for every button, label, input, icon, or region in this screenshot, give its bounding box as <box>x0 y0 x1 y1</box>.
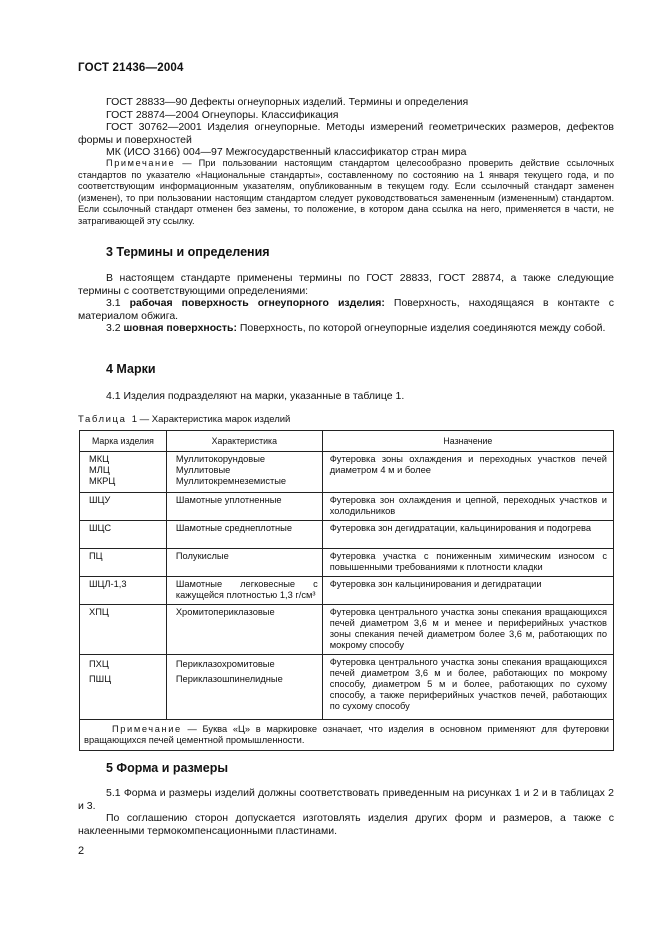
purpose-cell: Футеровка зон охлаждения и цепной, переходных участков и холодильников <box>322 493 613 521</box>
term-3-2 <box>78 322 614 335</box>
mark-cell: ШЦС <box>80 521 167 549</box>
table-row <box>80 521 614 549</box>
term-name: шовная поверхность: <box>123 322 237 334</box>
characteristic-cell: Периклазохромитовые Периклазошпинелидные <box>166 655 322 720</box>
table-row <box>80 605 614 655</box>
term-number: 3.2 <box>106 322 121 334</box>
characteristic-cell: Хромитопериклазовые <box>166 605 322 655</box>
term-number: 3.1 <box>106 297 121 309</box>
term-definition: Поверхность, по которой огнеупорные изделия соединяются между собой. <box>236 322 606 334</box>
table-caption-label: Таблица <box>78 414 127 425</box>
characteristic-cell: Полукислые <box>166 549 322 577</box>
purpose-cell: Футеровка участка с пониженным химическим износом с повышенными требованиями к плотности кладки <box>322 549 613 577</box>
purpose-cell: Футеровка зоны охлаждения и переходных участков печей диаметром 4 м и более <box>322 452 613 493</box>
purpose-cell: Футеровка зон дегидратации, кальцинирования и подогрева <box>322 521 613 549</box>
section-5-paragraph: По соглашению сторон допускается изготовлять изделия других форм и размеров, а также с наклеенными термокомпенсационными пластинами. <box>78 812 614 837</box>
reference-item: ГОСТ 28833—90 Дефекты огнеупорных изделий. Термины и определения <box>106 96 469 108</box>
table-row <box>80 452 614 493</box>
section-4-paragraph: 4.1 Изделия подразделяют на марки, указанные в таблице 1. <box>106 390 405 402</box>
table-note-label: Примечание <box>112 724 182 734</box>
term-3-1 <box>78 297 614 322</box>
characteristic-cell: Шамотные среднеплотные <box>166 521 322 549</box>
table-caption-text: 1 — Характеристика марок изделий <box>131 414 291 425</box>
table-row <box>80 493 614 521</box>
section-5-body <box>78 787 614 837</box>
characteristic-cell: Муллитокорундовые Муллитовые Муллитокремнеземистые <box>166 452 322 493</box>
table-header-row <box>80 431 614 452</box>
normative-references <box>78 96 614 159</box>
table-note <box>80 720 614 751</box>
standard-header: ГОСТ 21436—2004 <box>78 62 184 74</box>
page-number: 2 <box>78 845 85 857</box>
references-note <box>78 158 614 227</box>
term-definition: Поверхность, находящаяся в контакте с материалом обжига. <box>78 297 614 322</box>
section-3-title: 3 Термины и определения <box>106 245 270 259</box>
section-4-body <box>78 390 614 403</box>
section-5-title: 5 Форма и размеры <box>106 761 229 775</box>
marks-table <box>79 430 614 751</box>
section-3-intro: В настоящем стандарте применены термины по ГОСТ 28833, ГОСТ 28874, а также следующие термины с соответствующими определениями: <box>78 272 614 297</box>
mark-cell: ШЦЛ-1,3 <box>80 577 167 605</box>
purpose-cell: Футеровка центрального участка зоны спекания вращающихся печей диаметром 3,6 м и менее и периферийных участков зоны спекания печей диаметром более 3,6 м, работающих по мокрому способу <box>322 605 613 655</box>
reference-item: МК (ИСО 3166) 004—97 Межгосударственный классификатор стран мира <box>106 146 467 158</box>
characteristic-cell: Шамотные легковесные с кажущейся плотностью 1,3 г/см³ <box>166 577 322 605</box>
reference-item: ГОСТ 28874—2004 Огнеупоры. Классификация <box>106 108 339 121</box>
table-note-text: — Буква «Ц» в маркировке означает, что изделия в основном применяют для футеровки вращающихся печей цементной промышленности. <box>84 724 609 745</box>
column-header: Назначение <box>322 431 613 452</box>
column-header: Марка изделия <box>80 431 167 452</box>
purpose-cell: Футеровка центрального участка зоны спекания вращающихся печей диаметром 3,6 м и более, работающих по мокрому способу, диаметром 5 м и более, работающих по сухому способу, а также периферийных участков печей, работающих по сухому способу <box>322 655 613 720</box>
section-4-title: 4 Марки <box>106 362 156 376</box>
term-name: рабочая поверхность огнеупорного изделия: <box>129 297 385 309</box>
column-header: Характеристика <box>166 431 322 452</box>
table-caption <box>78 414 290 425</box>
table-note-row <box>80 720 614 751</box>
mark-cell: ХПЦ <box>80 605 167 655</box>
section-5-paragraph: 5.1 Форма и размеры изделий должны соответствовать приведенным на рисунках 1 и 2 и в таблицах 2 и 3. <box>78 787 614 812</box>
mark-cell: ПХЦ ПШЦ <box>80 655 167 720</box>
purpose-cell: Футеровка зон кальцинирования и дегидратации <box>322 577 613 605</box>
table-row <box>80 655 614 720</box>
mark-cell: ПЦ <box>80 549 167 577</box>
note-label: Примечание <box>106 158 176 168</box>
note-text: — При пользовании настоящим стандартом целесообразно проверить действие ссылочных стандартов по указателю «Национальные стандарты», составленному по состоянию на 1 января текущего года, и по соответствующим информационным указателям, опубликованным в текущем году. Если ссылочный стандарт заменен (изменен), то при пользовании настоящим стандартом следует руководствоваться замененным (измененным) стандартом. Если ссылочный стандарт отменен без замены, то положение, в котором дана ссылка на него, применяется в части, не затрагивающей эту ссылку. <box>78 158 614 226</box>
characteristic-cell: Шамотные уплотненные <box>166 493 322 521</box>
mark-cell: ШЦУ <box>80 493 167 521</box>
table-row <box>80 577 614 605</box>
mark-cell: МКЦ МЛЦ МКРЦ <box>80 452 167 493</box>
section-3-body <box>78 272 614 335</box>
reference-item: ГОСТ 30762—2001 Изделия огнеупорные. Методы измерений геометрических размеров, дефектов формы и поверхностей <box>78 121 614 146</box>
table-row <box>80 549 614 577</box>
